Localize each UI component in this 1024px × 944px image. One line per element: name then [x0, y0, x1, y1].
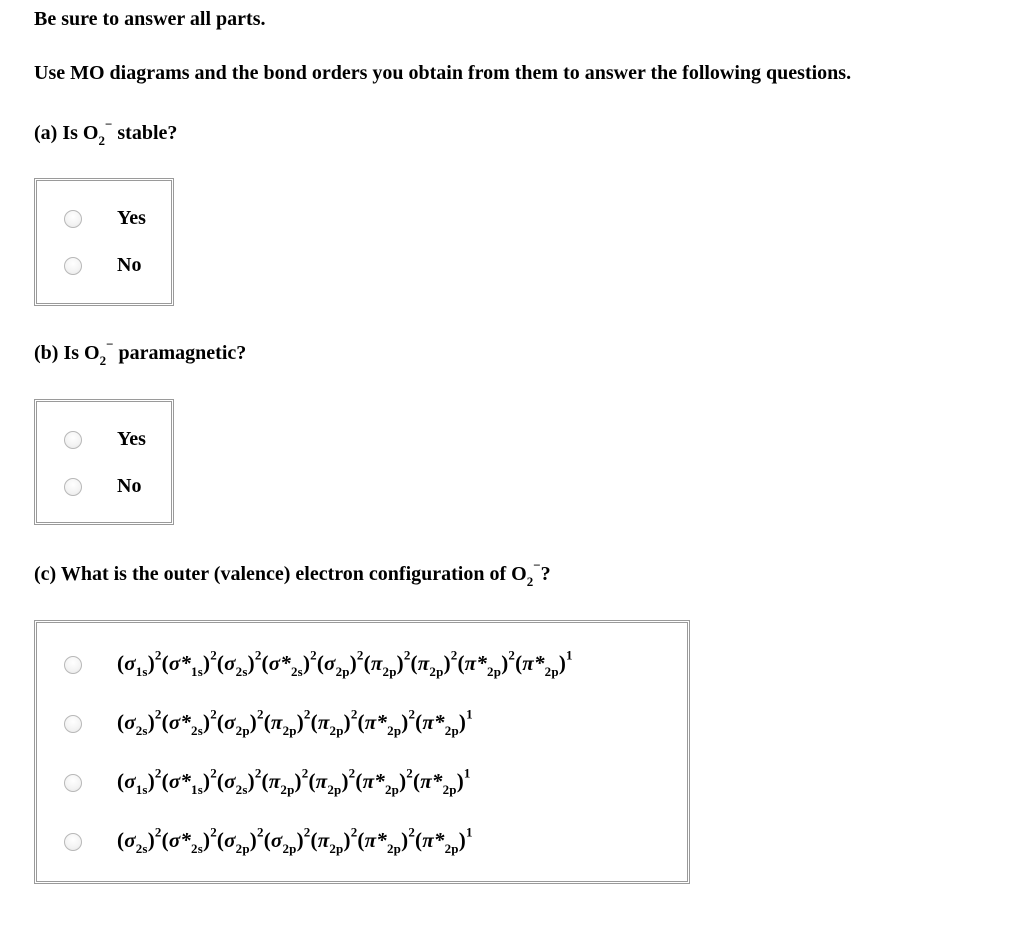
option-b-no[interactable] [35, 473, 173, 503]
configuration-3: $(\sigma_{1s})^2(\sigma*_{1s})^2(\sigma_{2s})^2(\pi_{2p})^2(\pi_{2p})^2(\pi*_{2p})^2(\pi*_{2p})^1$ [117, 765, 471, 797]
answer-all-instruction: Be sure to answer all parts. [34, 8, 266, 30]
option-b-yes[interactable] [35, 426, 173, 456]
question-c-options [34, 620, 690, 884]
option-label: Yes [117, 207, 146, 229]
option-label: No [117, 254, 142, 276]
question-b-text: (b) Is $O_2^-$ paramagnetic? [34, 336, 247, 368]
option-a-no[interactable] [35, 252, 173, 282]
radio-b-yes[interactable] [64, 431, 82, 449]
configuration-2: $(\sigma_{2s})^2(\sigma*_{2s})^2(\sigma_{2p})^2(\pi_{2p})^2(\pi_{2p})^2(\pi*_{2p})^2(\pi*_{2p})^1$ [117, 706, 473, 738]
configuration-1: $(\sigma_{1s})^2(\sigma*_{1s})^2(\sigma_{2s})^2(\sigma*_{2s})^2(\sigma_{2p})^2(\pi_{2p})^2(\pi_{2p})^2(\pi*_{2p})^2(\pi*_{2p})^1$ [117, 647, 573, 679]
radio-c-4[interactable] [64, 833, 82, 851]
radio-b-no[interactable] [64, 478, 82, 496]
option-c-4[interactable] [35, 824, 689, 858]
question-b-options [34, 399, 174, 525]
question-c-text: (c) What is the outer (valence) electron configuration of $O_2^-$? [34, 557, 551, 589]
radio-c-1[interactable] [64, 656, 82, 674]
radio-c-2[interactable] [64, 715, 82, 733]
configuration-4: $(\sigma_{2s})^2(\sigma*_{2s})^2(\sigma_{2p})^2(\sigma_{2p})^2(\pi_{2p})^2(\pi*_{2p})^2(\pi*_{2p})^1$ [117, 824, 473, 856]
option-c-1[interactable] [35, 647, 689, 681]
option-label: No [117, 475, 142, 497]
option-c-3[interactable] [35, 765, 689, 799]
radio-a-no[interactable] [64, 257, 82, 275]
question-a-text: (a) Is $O_2^-$ stable? [34, 116, 178, 148]
radio-a-yes[interactable] [64, 210, 82, 228]
option-label: Yes [117, 428, 146, 450]
question-prompt: Use MO diagrams and the bond orders you obtain from them to answer the following questions. [34, 62, 852, 84]
radio-c-3[interactable] [64, 774, 82, 792]
option-a-yes[interactable] [35, 205, 173, 235]
option-c-2[interactable] [35, 706, 689, 740]
question-a-options [34, 178, 174, 306]
